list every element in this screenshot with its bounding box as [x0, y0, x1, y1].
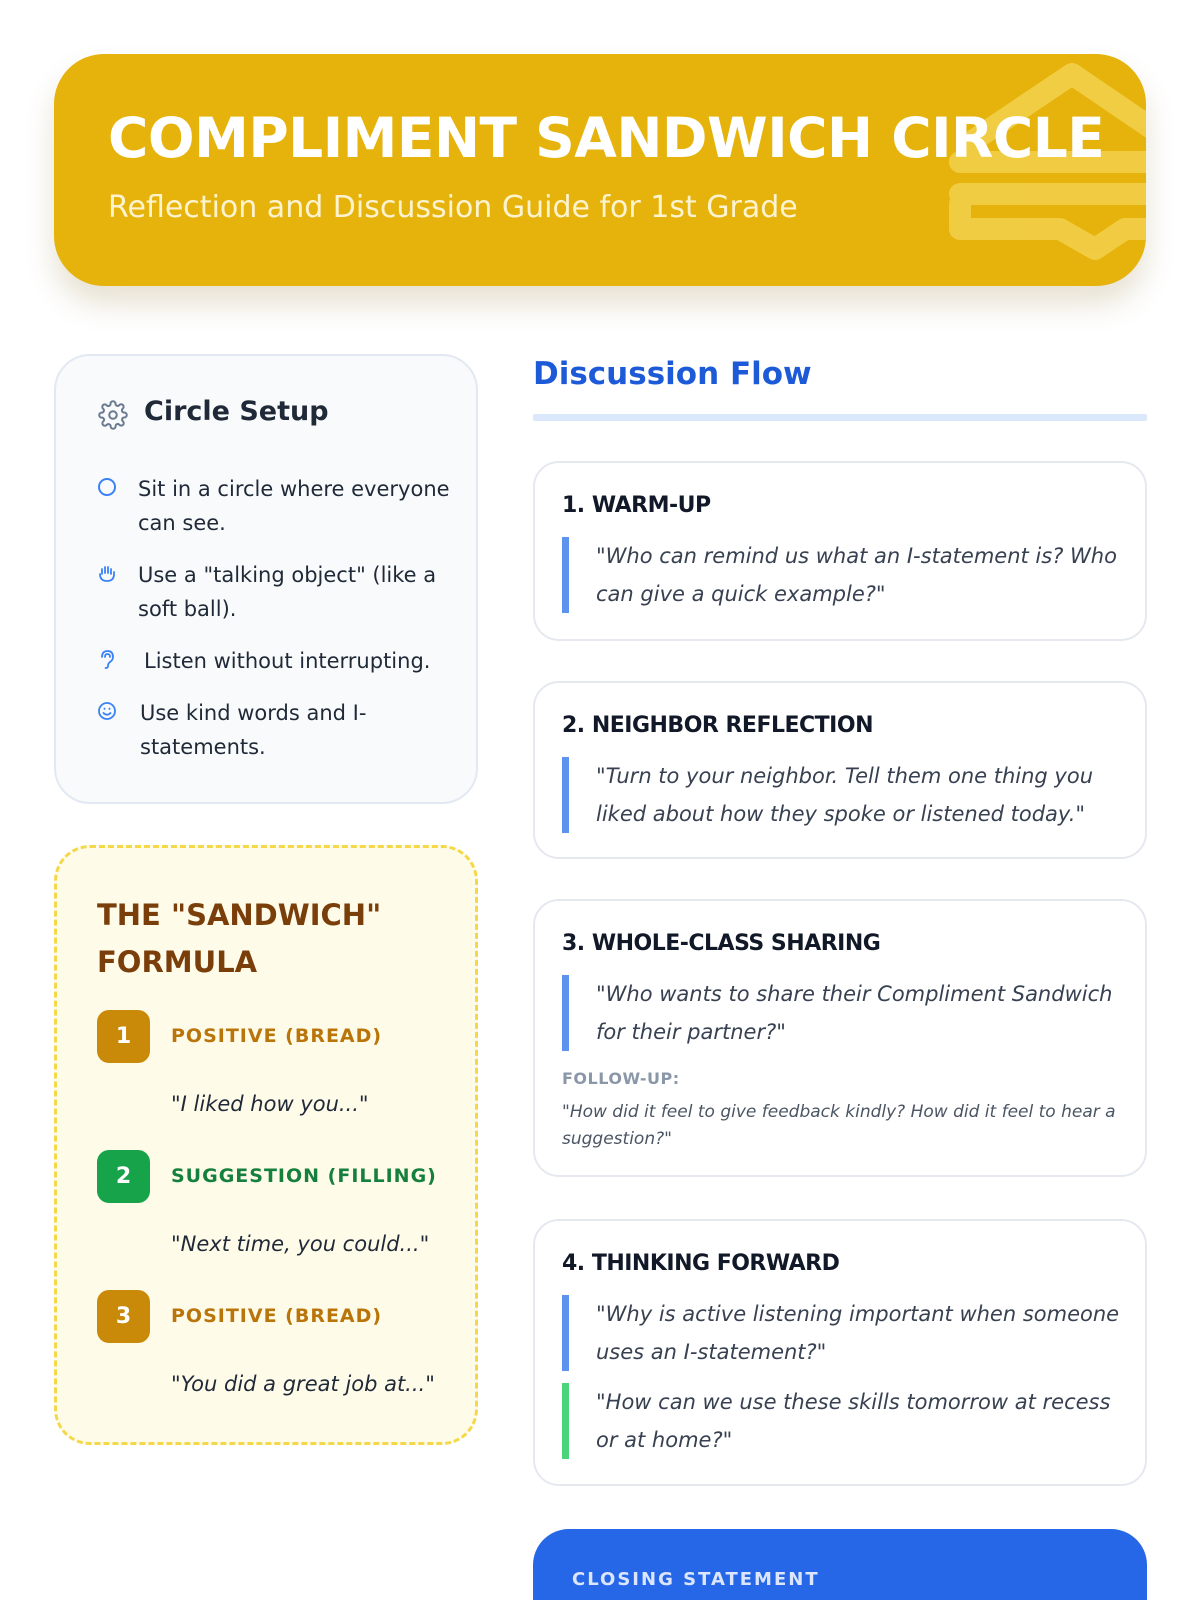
step-label: SUGGESTION (FILLING)	[171, 1165, 437, 1187]
circle-icon	[96, 476, 118, 498]
step-number-badge: 1	[97, 1010, 150, 1063]
discussion-quote: "Turn to your neighbor. Tell them one thing you liked about how they spoke or listened today."	[562, 757, 1127, 833]
discussion-quote: "How can we use these skills tomorrow at recess or at home?"	[562, 1383, 1127, 1459]
setup-item-text: Use a "talking object" (like a soft ball).	[138, 563, 437, 621]
setup-item-text: Use kind words and I-statements.	[140, 701, 367, 759]
followup-text: "How did it feel to give feedback kindly? How did it feel to hear a suggestion?"	[562, 1102, 1116, 1149]
formula-title: THE "SANDWICH" FORMULA	[97, 898, 382, 979]
flow-card-title: 3. WHOLE-CLASS SHARING	[562, 931, 881, 956]
closing-statement-card	[533, 1529, 1147, 1600]
flow-card-warm-up	[533, 461, 1147, 641]
setup-item-text: Listen without interrupting.	[144, 649, 431, 673]
step-label: POSITIVE (BREAD)	[171, 1025, 383, 1047]
followup-label: FOLLOW-UP:	[562, 1069, 680, 1088]
circle-setup-card	[54, 354, 478, 804]
step-number-badge: 3	[97, 1290, 150, 1343]
discussion-quote: "Why is active listening important when someone uses an I-statement?"	[562, 1295, 1127, 1371]
discussion-flow-title: Discussion Flow	[533, 356, 812, 392]
hand-icon	[96, 562, 118, 584]
sandwich-formula-card	[54, 845, 478, 1445]
page-subtitle: Reflection and Discussion Guide for 1st Grade	[108, 190, 798, 225]
closing-statement-label: CLOSING STATEMENT	[572, 1569, 820, 1590]
step-quote: "Next time, you could..."	[171, 1232, 430, 1256]
circle-setup-title: Circle Setup	[144, 396, 329, 427]
header-banner	[54, 54, 1146, 286]
flow-card-thinking-forward	[533, 1219, 1147, 1486]
flow-card-neighbor-reflection	[533, 681, 1147, 859]
gear-icon	[98, 400, 128, 430]
step-quote: "I liked how you..."	[171, 1092, 369, 1116]
step-quote: "You did a great job at..."	[171, 1372, 435, 1396]
section-divider	[533, 414, 1147, 421]
flow-card-title: 1. WARM-UP	[562, 493, 711, 518]
flow-card-title: 4. THINKING FORWARD	[562, 1251, 840, 1276]
sandwich-icon	[920, 54, 1146, 286]
step-label: POSITIVE (BREAD)	[171, 1305, 383, 1327]
discussion-quote: "Who wants to share their Compliment Sandwich for their partner?"	[562, 975, 1127, 1051]
setup-item-text: Sit in a circle where everyone can see.	[138, 477, 450, 535]
page-title: COMPLIMENT SANDWICH CIRCLE	[108, 106, 1105, 170]
discussion-quote: "Who can remind us what an I-statement is? Who can give a quick example?"	[562, 537, 1127, 613]
flow-card-title: 2. NEIGHBOR REFLECTION	[562, 713, 873, 738]
ear-icon	[96, 648, 118, 670]
step-number-badge: 2	[97, 1150, 150, 1203]
smile-icon	[96, 700, 118, 722]
flow-card-whole-class-sharing	[533, 899, 1147, 1177]
